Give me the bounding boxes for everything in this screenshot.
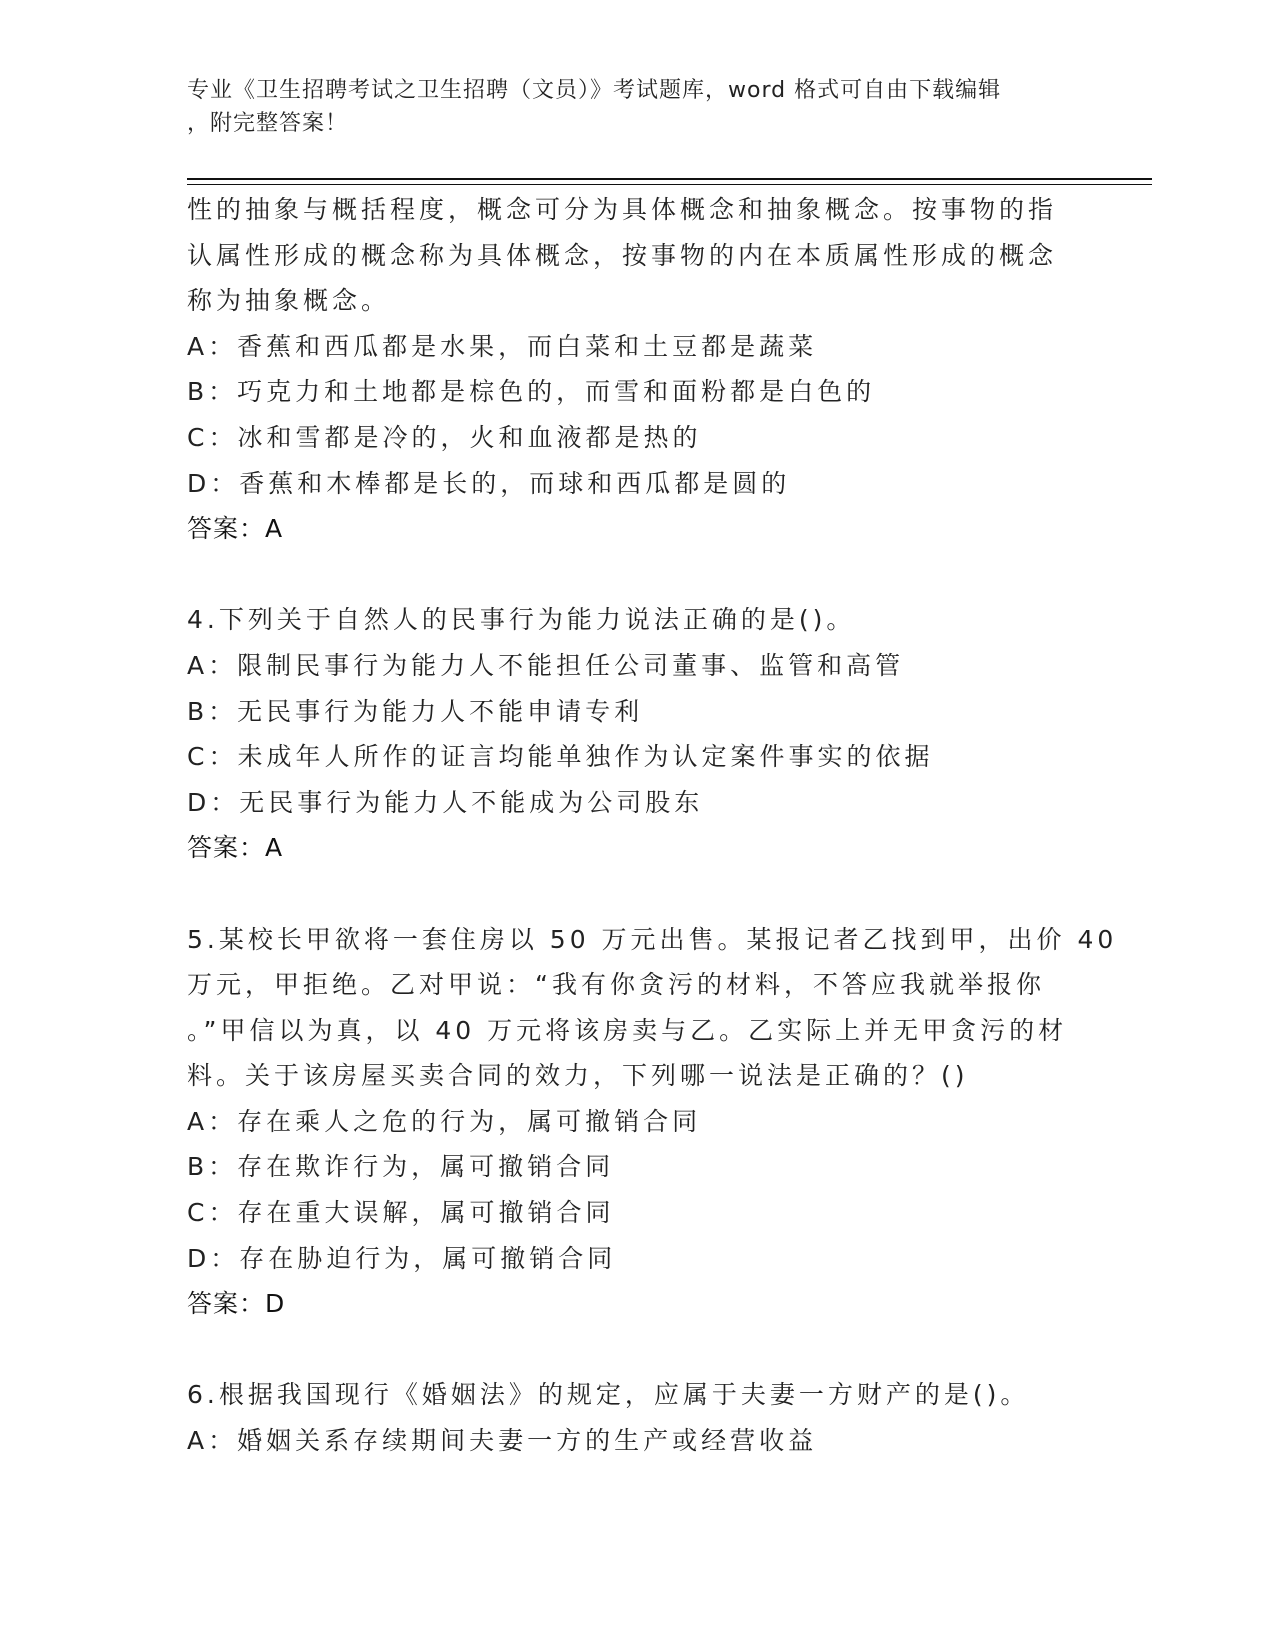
option-c: C：未成年人所作的证言均能单独作为认定案件事实的依据 [187,742,934,772]
question-stem-line: 。”甲信以为真，以 40 万元将该房卖与乙。乙实际上并无甲贪污的材 [187,1015,1068,1045]
option-c: C：冰和雪都是冷的，火和血液都是热的 [187,422,702,452]
header-line-1: 专业《卫生招聘考试之卫生招聘（文员）》考试题库，word 格式可自由下载编辑 [187,78,1002,103]
question-4 [187,597,1107,871]
question-stem-line: 6.根据我国现行《婚姻法》的规定，应属于夫妻一方财产的是()。 [187,1380,1030,1410]
question-stem-line: 4.下列关于自然人的民事行为能力说法正确的是()。 [187,605,856,635]
question-6 [187,1372,1107,1463]
header-line-2: ，附完整答案！ [187,111,349,136]
answer-line: 答案：A [187,833,284,863]
answer-line: 答案：D [187,1289,286,1319]
question-stem-line: 万元，甲拒绝。乙对甲说：“我有你贪污的材料，不答应我就举报你 [187,970,1045,1000]
question-stem-line: 认属性形成的概念称为具体概念，按事物的内在本质属性形成的概念 [187,240,1058,270]
option-c: C：存在重大误解，属可撤销合同 [187,1198,615,1228]
option-a: A：香蕉和西瓜都是水果，而白菜和土豆都是蔬菜 [187,331,818,361]
header-rule-thin [187,184,1152,185]
question-spacer [187,871,1107,917]
question-spacer [187,552,1107,598]
header-rule-thick [187,178,1152,180]
page-header [187,74,1087,140]
question-stem-line: 5.某校长甲欲将一套住房以 50 万元出售。某报记者乙找到甲，出价 40 [187,924,1118,954]
question-3 [187,187,1107,552]
option-a: A：存在乘人之危的行为，属可撤销合同 [187,1106,702,1136]
option-d: D：存在胁迫行为，属可撤销合同 [187,1243,617,1273]
question-content [187,187,1118,1464]
option-b: B：无民事行为能力人不能申请专利 [187,696,644,726]
question-stem-line: 性的抽象与概括程度，概念可分为具体概念和抽象概念。按事物的指 [187,195,1058,224]
option-d: D：香蕉和木棒都是长的，而球和西瓜都是圆的 [187,468,791,498]
answer-line: 答案：A [187,514,284,544]
option-a: A：限制民事行为能力人不能担任公司董事、监管和高管 [187,650,905,680]
option-d: D：无民事行为能力人不能成为公司股东 [187,787,704,817]
question-stem-line: 称为抽象概念。 [187,286,391,316]
question-stem-line: 料。关于该房屋买卖合同的效力，下列哪一说法是正确的？() [187,1061,969,1091]
option-b: B：存在欺诈行为，属可撤销合同 [187,1152,615,1182]
question-5 [187,917,1118,1327]
question-spacer [187,1327,1107,1373]
option-a: A：婚姻关系存续期间夫妻一方的生产或经营收益 [187,1426,818,1456]
option-b: B：巧克力和土地都是棕色的，而雪和面粉都是白色的 [187,377,876,407]
